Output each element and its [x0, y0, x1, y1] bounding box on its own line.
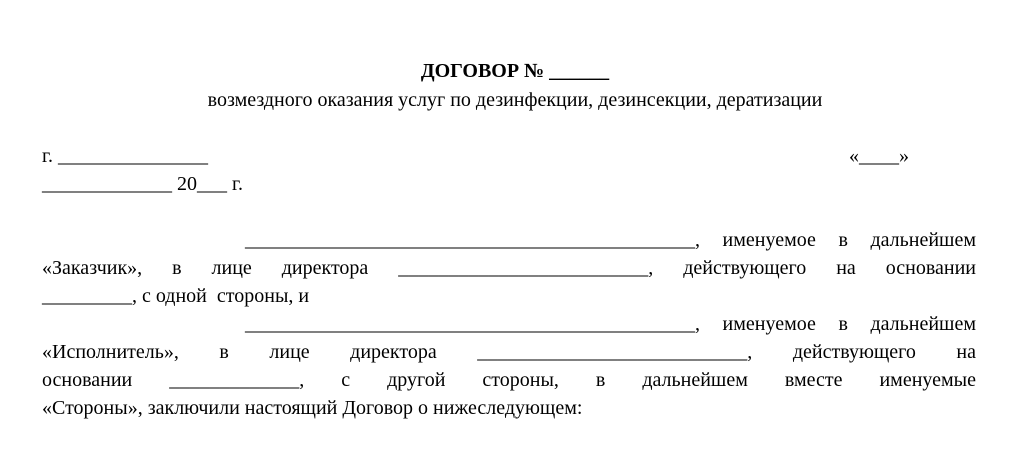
month-year-field: _____________ 20___ г. [42, 173, 243, 195]
contract-title: ДОГОВОР № ______ [420, 60, 610, 82]
paragraph-line-4: _____________________________________________, именуемое в дальнейшем [42, 313, 976, 335]
city-field: г. _______________ [42, 145, 208, 167]
day-field: «____» [849, 145, 909, 167]
paragraph-line-6: основании _____________, с другой стороны, в дальнейшем вместе именуемые [42, 369, 976, 391]
contract-subtitle: возмездного оказания услуг по дезинфекции, дезинсекции, дератизации [207, 89, 823, 111]
paragraph-line-2: «Заказчик», в лице директора _________________________, действующего на основании [42, 257, 976, 279]
paragraph-line-3: _________, с одной стороны, и [42, 285, 310, 307]
paragraph-line-5: «Исполнитель», в лице директора ___________________________, действующего на [42, 341, 976, 363]
paragraph-line-1: _____________________________________________, именуемое в дальнейшем [42, 229, 976, 251]
paragraph-line-7: «Стороны», заключили настоящий Договор о нижеследующем: [42, 397, 583, 419]
